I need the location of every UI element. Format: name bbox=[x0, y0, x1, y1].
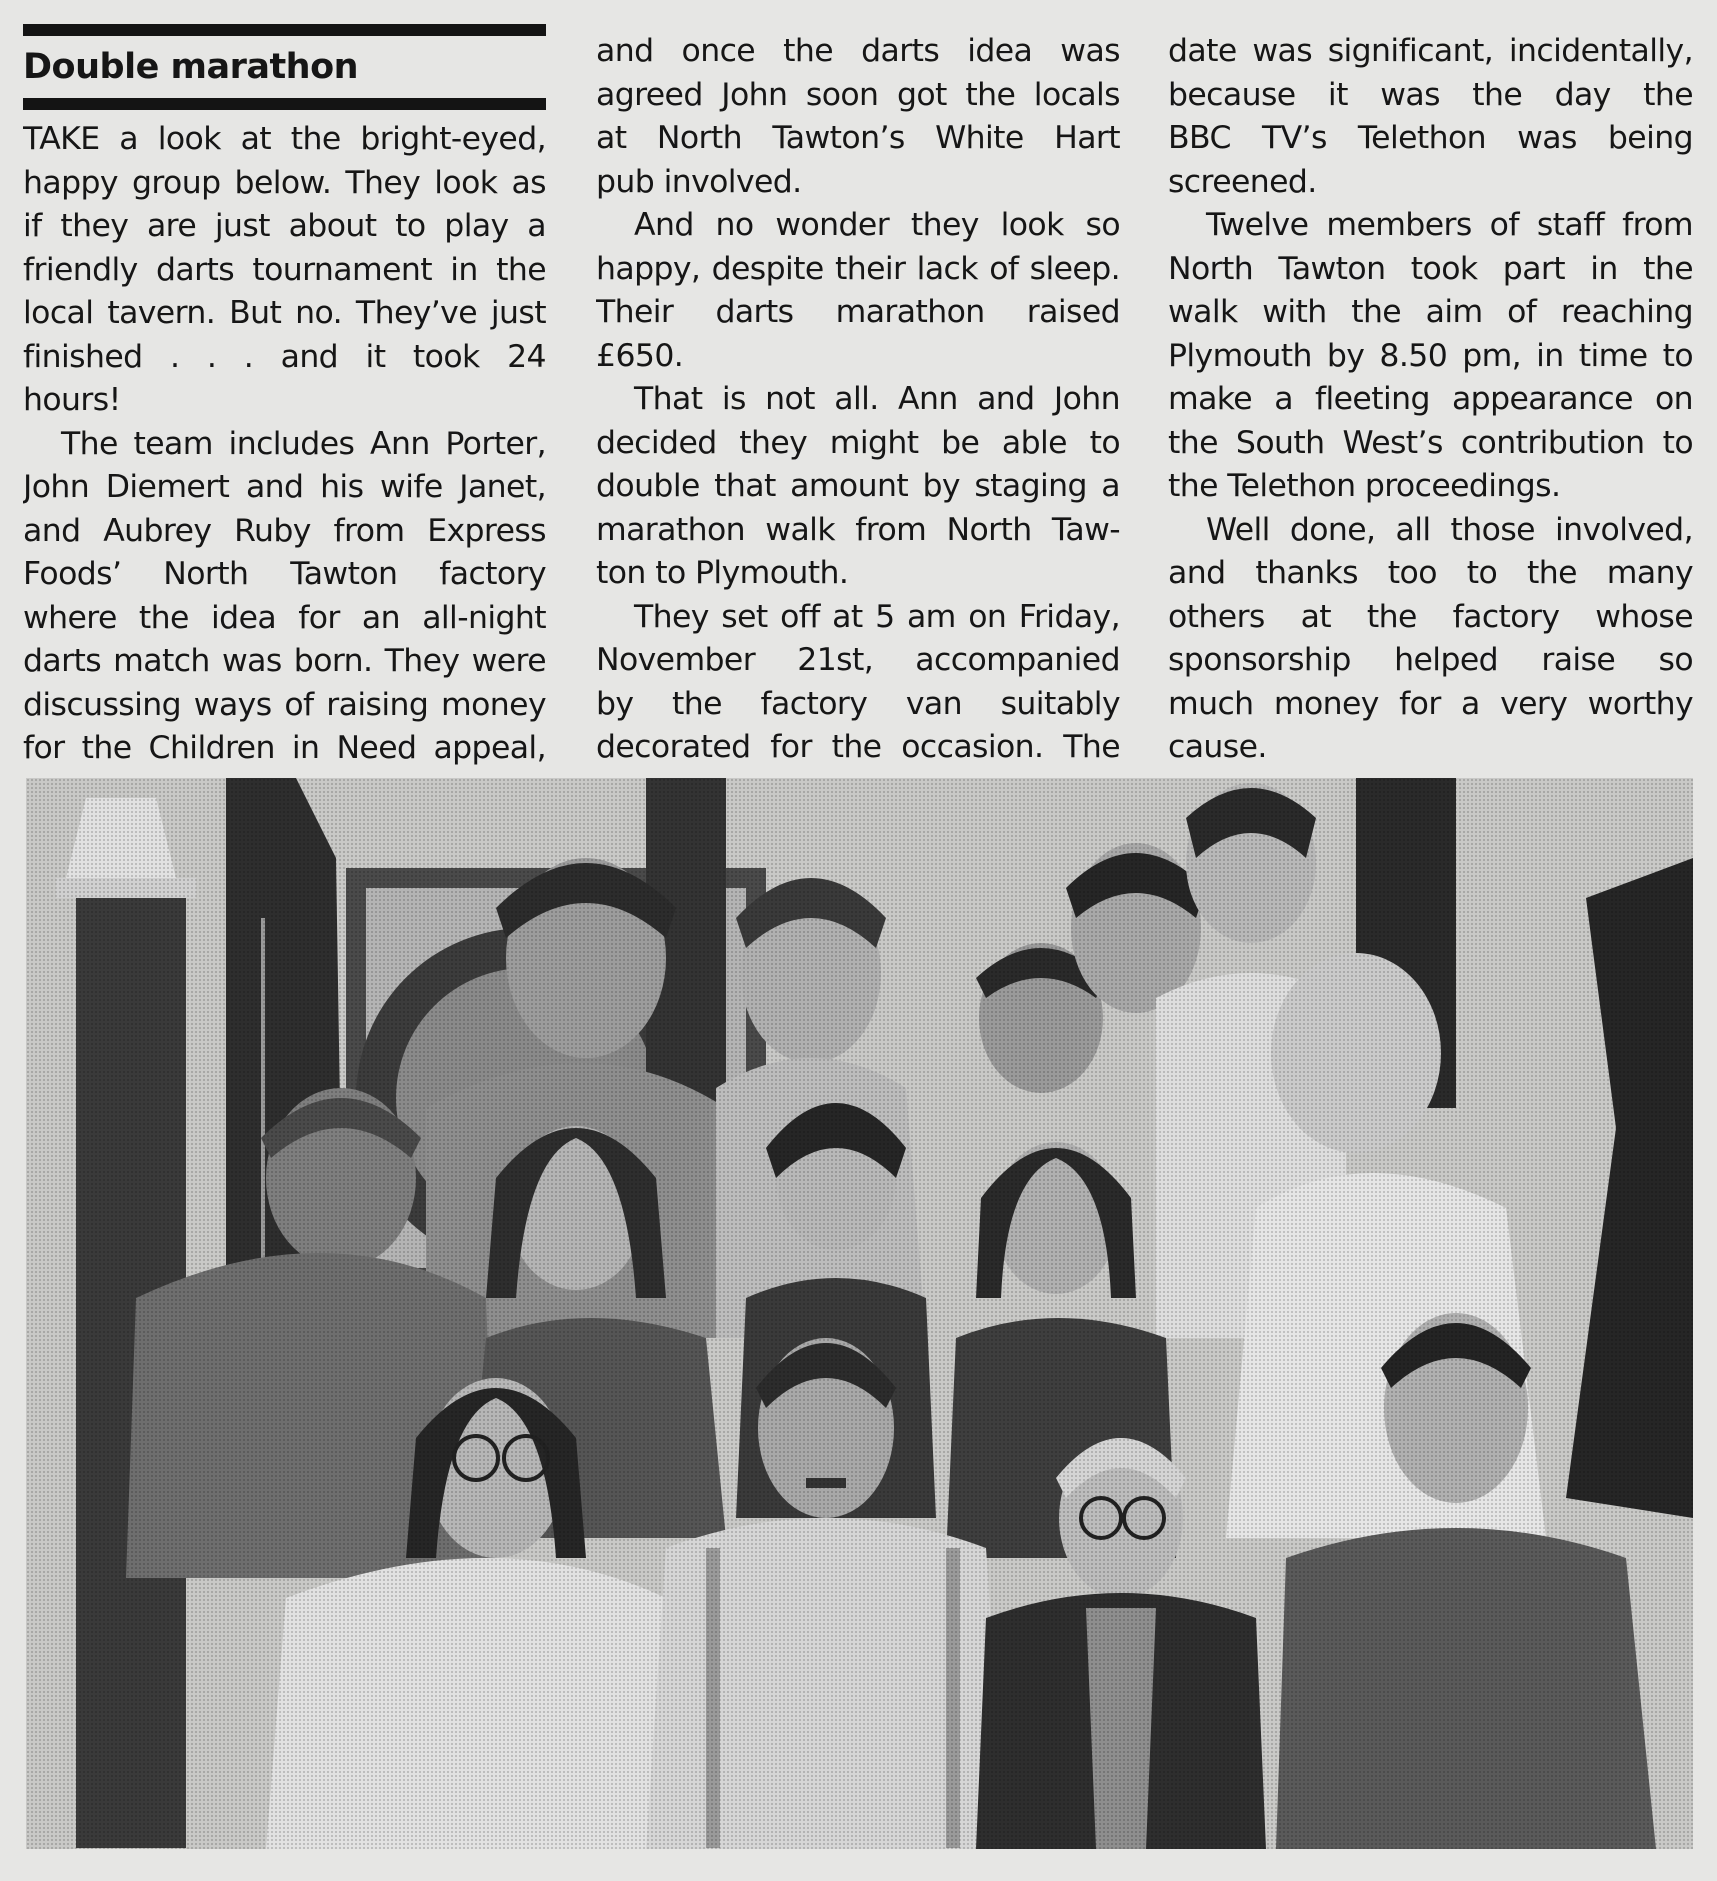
text-line: £650. bbox=[596, 337, 684, 374]
column-text bbox=[23, 118, 546, 771]
text-line: Well done, all those involved, bbox=[1206, 511, 1693, 548]
group-photo bbox=[26, 778, 1693, 1849]
text-line: and once the darts idea was bbox=[596, 33, 1120, 69]
text-line: sponsorship helped raise so bbox=[1168, 642, 1693, 678]
text-line: decided they might be able to bbox=[596, 424, 1120, 461]
text-line: ton to Plymouth. bbox=[596, 555, 849, 591]
text-line: North Tawton took part in the bbox=[1168, 250, 1693, 287]
text-line: marathon walk from North Taw- bbox=[596, 511, 1120, 548]
text-line: where the idea for an all-night bbox=[23, 599, 546, 636]
article-column-2 bbox=[596, 0, 1120, 770]
text-line: by the factory van suitably bbox=[596, 685, 1120, 722]
text-line: happy group below. They look as bbox=[23, 164, 546, 201]
text-line: date was significant, incidentally, bbox=[1168, 33, 1693, 69]
text-line: finished . . . and it took 24 bbox=[23, 338, 546, 375]
text-line: at North Tawton’s White Hart bbox=[596, 120, 1120, 156]
text-line: and Aubrey Ruby from Express bbox=[23, 512, 546, 549]
text-line: because it was the day the bbox=[1168, 76, 1693, 113]
text-line: Twelve members of staff from bbox=[1206, 207, 1693, 243]
text-line: screened. bbox=[1168, 163, 1317, 200]
text-line: pub involved. bbox=[596, 163, 802, 200]
text-line: TAKE a look at the bright-eyed, bbox=[23, 121, 546, 157]
article-column-3 bbox=[1168, 0, 1693, 770]
article-column-1 bbox=[23, 0, 546, 771]
text-line: make a fleeting appearance on bbox=[1168, 381, 1693, 417]
text-line: local tavern. But no. They’ve just bbox=[23, 295, 546, 331]
text-line: walk with the aim of reaching bbox=[1168, 294, 1693, 330]
headline-top-rule bbox=[23, 24, 546, 36]
text-line: happy, despite their lack of sleep. bbox=[596, 250, 1120, 287]
text-line: The team includes Ann Porter, bbox=[61, 425, 546, 462]
text-line: the South West’s contribution to bbox=[1168, 424, 1693, 461]
text-line: That is not all. Ann and John bbox=[634, 381, 1120, 417]
text-line: and thanks too to the many bbox=[1168, 555, 1693, 591]
text-line: November 21st, accompanied bbox=[596, 642, 1120, 678]
text-line: Foods’ North Tawton factory bbox=[23, 556, 546, 592]
text-line: much money for a very worthy bbox=[1168, 685, 1693, 722]
column-text bbox=[596, 30, 1120, 770]
text-line: And no wonder they look so bbox=[634, 207, 1120, 243]
text-line: Their darts marathon raised bbox=[596, 294, 1120, 330]
text-line: others at the factory whose bbox=[1168, 598, 1693, 635]
text-line: agreed John soon got the locals bbox=[596, 76, 1120, 113]
text-line: the Telethon proceedings. bbox=[1168, 468, 1561, 504]
text-line: Plymouth by 8.50 pm, in time to bbox=[1168, 337, 1693, 374]
text-line: double that amount by staging a bbox=[596, 468, 1120, 504]
text-line: BBC TV’s Telethon was being bbox=[1168, 120, 1693, 156]
text-line: They set off at 5 am on Friday, bbox=[634, 598, 1120, 635]
text-line: if they are just about to play a bbox=[23, 208, 546, 244]
headline: Double marathon bbox=[23, 47, 359, 87]
text-line: cause. bbox=[1168, 729, 1267, 765]
text-line: darts match was born. They were bbox=[23, 643, 546, 679]
group-photo-illustration bbox=[26, 778, 1693, 1849]
text-line: for the Children in Need appeal, bbox=[23, 730, 546, 766]
column-text bbox=[1168, 30, 1693, 770]
text-line: hours! bbox=[23, 382, 121, 418]
text-line: discussing ways of raising money bbox=[23, 686, 546, 723]
headline-bottom-rule bbox=[23, 98, 546, 110]
text-line: friendly darts tournament in the bbox=[23, 251, 546, 288]
text-line: decorated for the occasion. The bbox=[596, 729, 1120, 765]
text-line: John Diemert and his wife Janet, bbox=[23, 469, 546, 505]
